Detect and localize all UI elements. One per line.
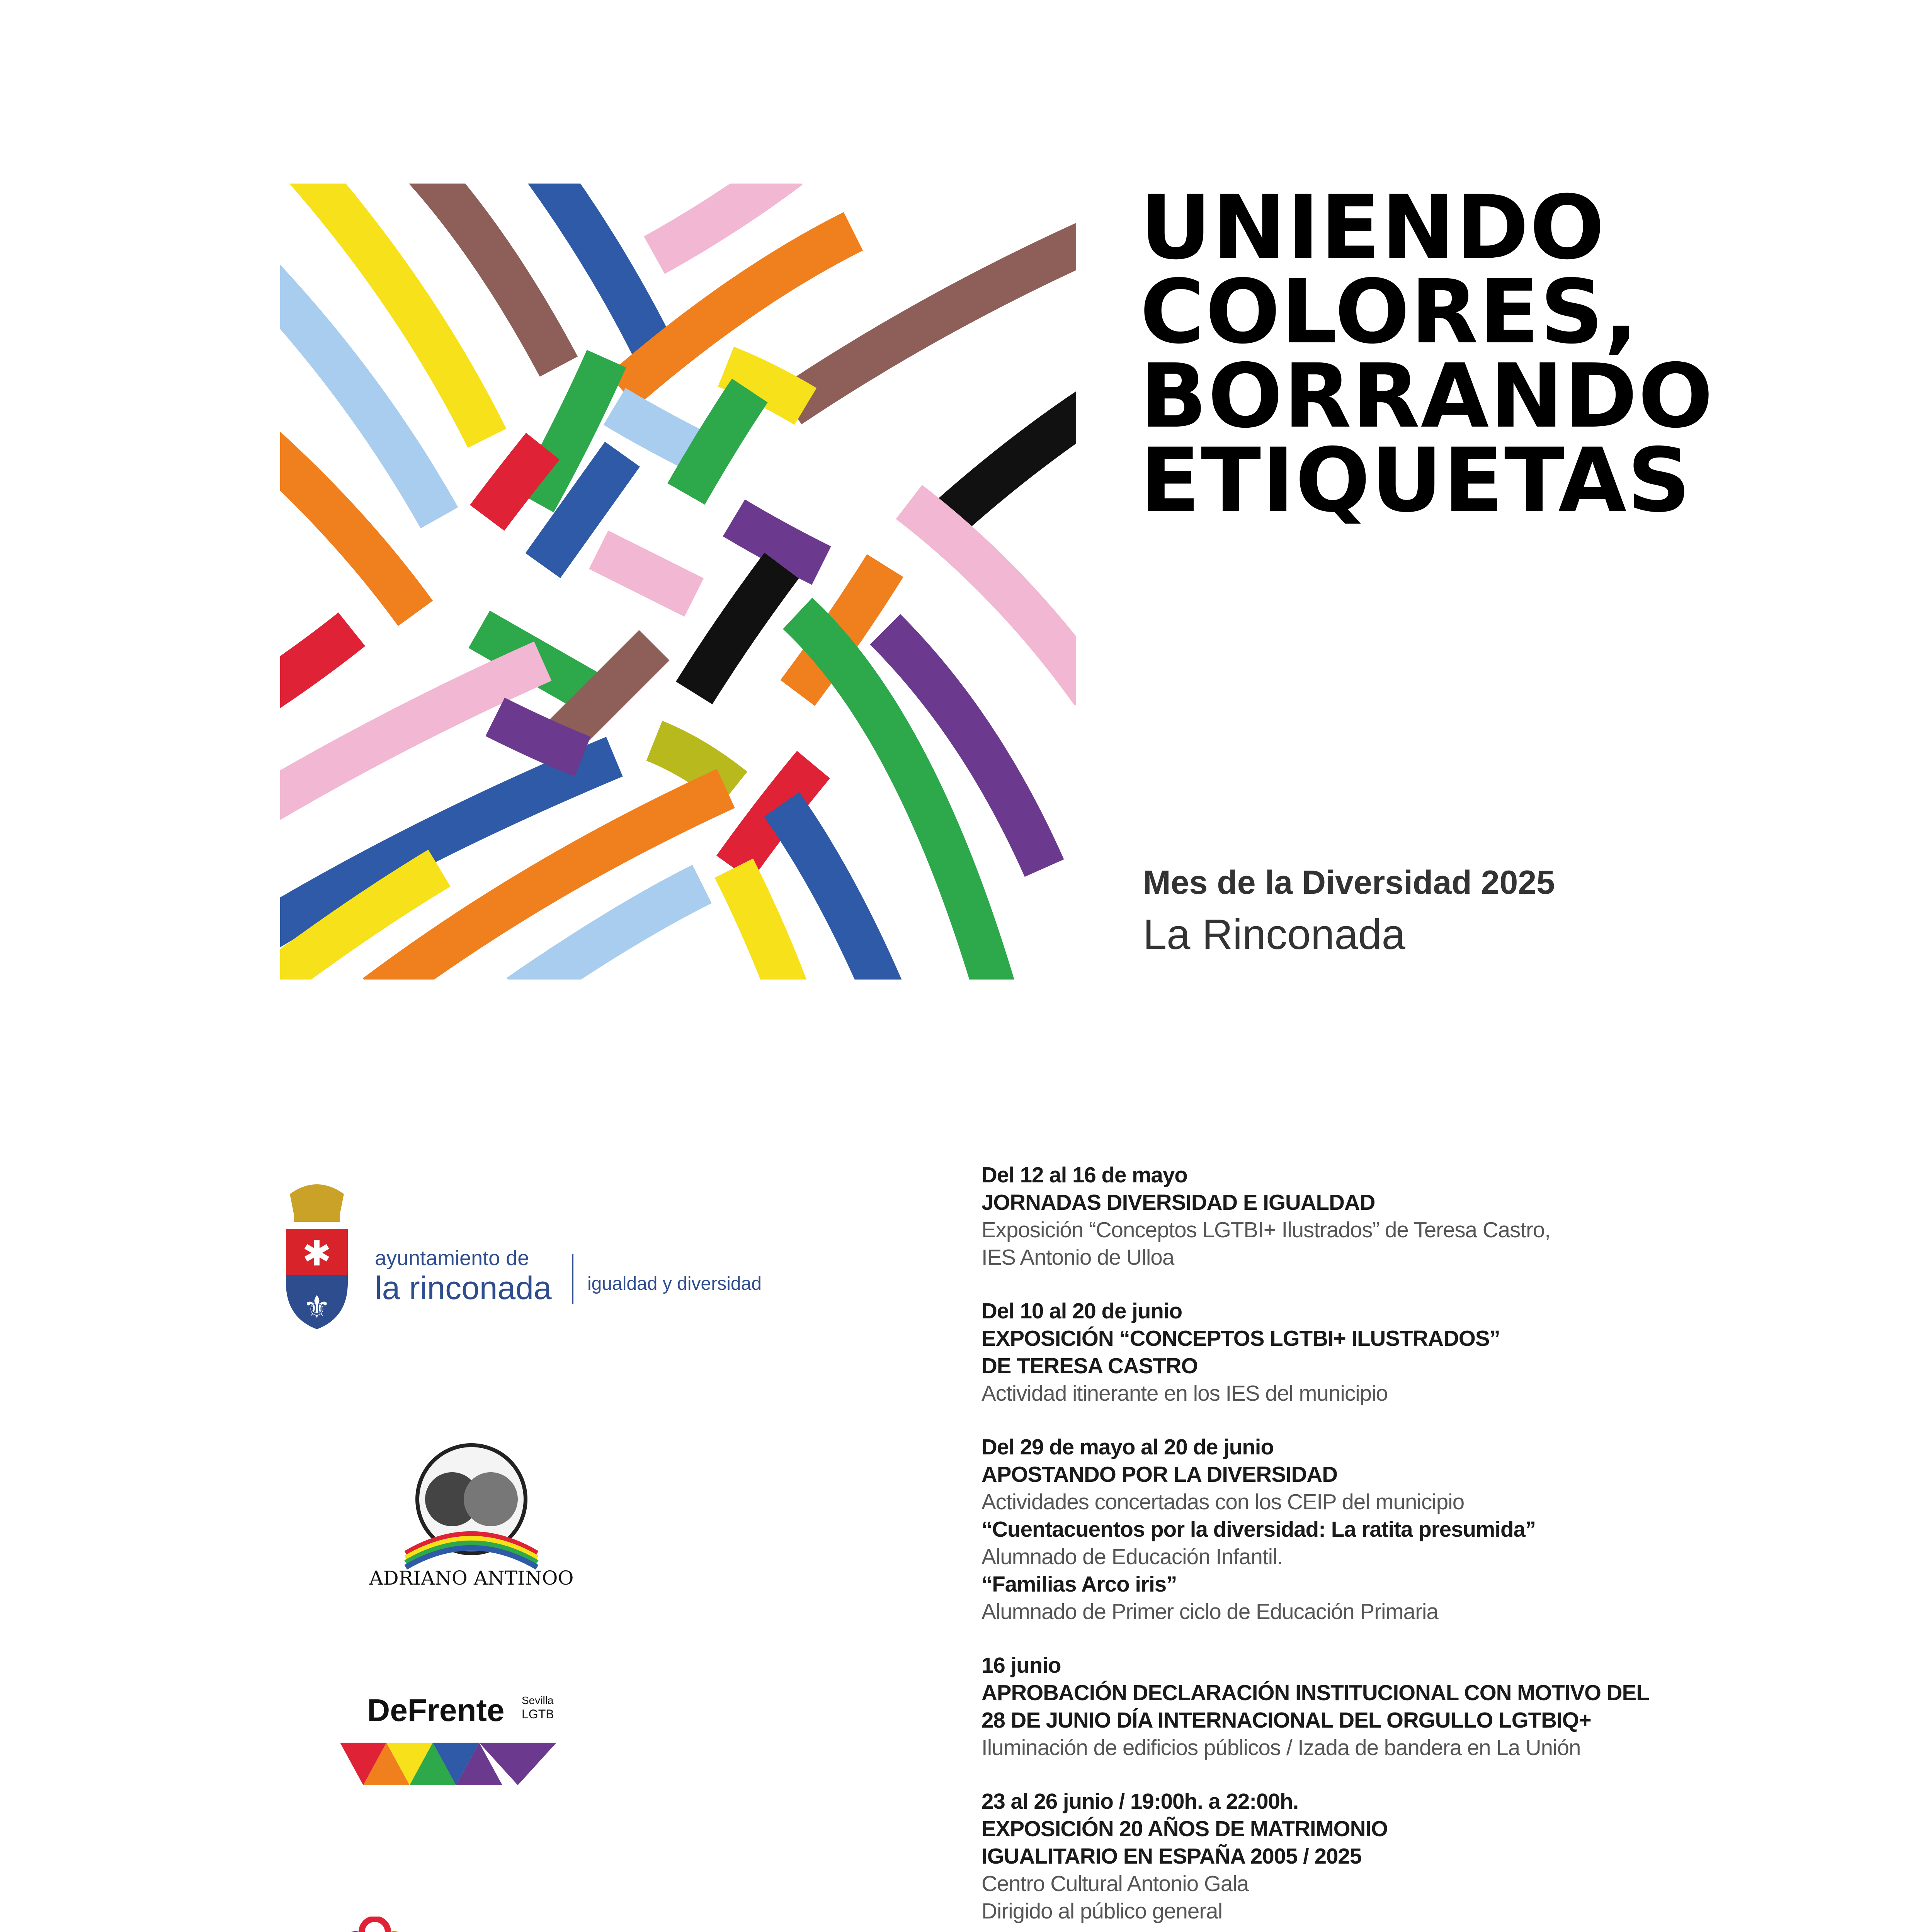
event-title: JORNADAS DIVERSIDAD E IGUALDAD: [981, 1190, 1375, 1214]
event-date: 23 al 26 junio / 19:00h. a 22:00h.: [981, 1789, 1299, 1813]
place-name: La Rinconada: [1143, 911, 1405, 958]
event-title: EXPOSICIÓN “CONCEPTOS LGTBI+ ILUSTRADOS”: [981, 1326, 1500, 1350]
event-detail: Actividad itinerante en los IES del municipio: [981, 1381, 1388, 1405]
event-2: [981, 1297, 1870, 1407]
ribbon-purple: [734, 518, 822, 566]
svg-text:✱: ✱: [302, 1233, 332, 1274]
event-detail: Dirigido al público general: [981, 1899, 1223, 1923]
ayuntamiento-logo: [278, 1179, 781, 1333]
event-detail: Centro Cultural Antonio Gala: [981, 1871, 1249, 1896]
event-detail-bold: “Familias Arco iris”: [981, 1572, 1177, 1596]
headline: [1140, 176, 1874, 532]
ribbon-black: [949, 406, 1076, 518]
ayuntamiento-small-text: ayuntamiento de: [375, 1247, 529, 1270]
event-date: Del 12 al 16 de mayo: [981, 1163, 1187, 1187]
event-title: DE TERESA CASTRO: [981, 1354, 1198, 1378]
subtitle: Mes de la Diversidad 2025: [1143, 864, 1555, 901]
event-5: [981, 1787, 1870, 1925]
event-title: APROBACIÓN DECLARACIÓN INSTITUCIONAL CON MOTIVO DEL: [981, 1680, 1649, 1705]
woven-ribbons-artwork: [280, 184, 1076, 980]
event-detail: Alumnado de Educación Infantil.: [981, 1544, 1283, 1569]
event-title: IGUALITARIO EN ESPAÑA 2005 / 2025: [981, 1844, 1362, 1868]
ribbon-red: [487, 446, 543, 518]
crezco-logo: [328, 1917, 545, 1932]
divider: [572, 1254, 573, 1304]
event-detail: IES Antonio de Ulloa: [981, 1245, 1174, 1269]
event-detail: Alumnado de Primer ciclo de Educación Primaria: [981, 1599, 1438, 1624]
ribbon-black-2: [694, 566, 782, 693]
event-detail-bold: “Cuentacuentos por la diversidad: La ratita presumida”: [981, 1517, 1536, 1541]
ribbon-red-3: [280, 629, 352, 693]
event-schedule: [981, 1161, 1870, 1932]
event-detail: Iluminación de edificios públicos / Izada de bandera en La Unión: [981, 1735, 1581, 1760]
ayuntamiento-area: igualdad y diversidad: [587, 1274, 762, 1294]
flower-icon: [336, 1917, 413, 1932]
triangles-icon: [340, 1735, 564, 1789]
event-detail: Exposición “Conceptos LGTBI+ Ilustrados” de Teresa Castro,: [981, 1218, 1550, 1242]
ribbon-blue-4: [782, 804, 885, 980]
defrente-name: DeFrente: [367, 1693, 505, 1728]
event-4: [981, 1651, 1870, 1761]
event-title: EXPOSICIÓN 20 AÑOS DE MATRIMONIO: [981, 1816, 1388, 1841]
headline-line-2: COLORES,: [1140, 260, 1639, 363]
event-date: Del 10 al 20 de junio: [981, 1299, 1182, 1323]
defrente-logo: [340, 1692, 564, 1793]
ribbon-yellow-3: [734, 868, 789, 980]
ayuntamiento-name: la rinconada: [375, 1270, 552, 1306]
event-date: Del 29 de mayo al 20 de junio: [981, 1435, 1274, 1459]
svg-text:⚜: ⚜: [303, 1289, 331, 1325]
ribbon-pink: [654, 184, 789, 255]
defrente-sub-2: LGTB: [522, 1707, 554, 1721]
adriano-name: ADRIANO ANTINOO: [369, 1567, 574, 1589]
ribbon-pink-2: [599, 550, 694, 598]
event-detail: Actividades concertadas con los CEIP del municipio: [981, 1490, 1465, 1514]
adriano-antinoo-logo: [359, 1437, 583, 1592]
event-title: APOSTANDO POR LA DIVERSIDAD: [981, 1462, 1338, 1486]
headline-line-3: BORRANDO: [1140, 345, 1714, 447]
headline-line-4: ETIQUETAS: [1140, 429, 1692, 532]
ribbon-green-2: [686, 391, 750, 494]
event-title: 28 DE JUNIO DÍA INTERNACIONAL DEL ORGULLO LGTBIQ+: [981, 1708, 1591, 1732]
headline-line-1: UNIENDO: [1140, 176, 1606, 279]
event-1: [981, 1161, 1870, 1271]
coat-of-arms-icon: [278, 1179, 356, 1333]
event-date: 16 junio: [981, 1653, 1061, 1677]
defrente-sub-1: Sevilla: [522, 1694, 554, 1706]
event-3: [981, 1433, 1870, 1625]
